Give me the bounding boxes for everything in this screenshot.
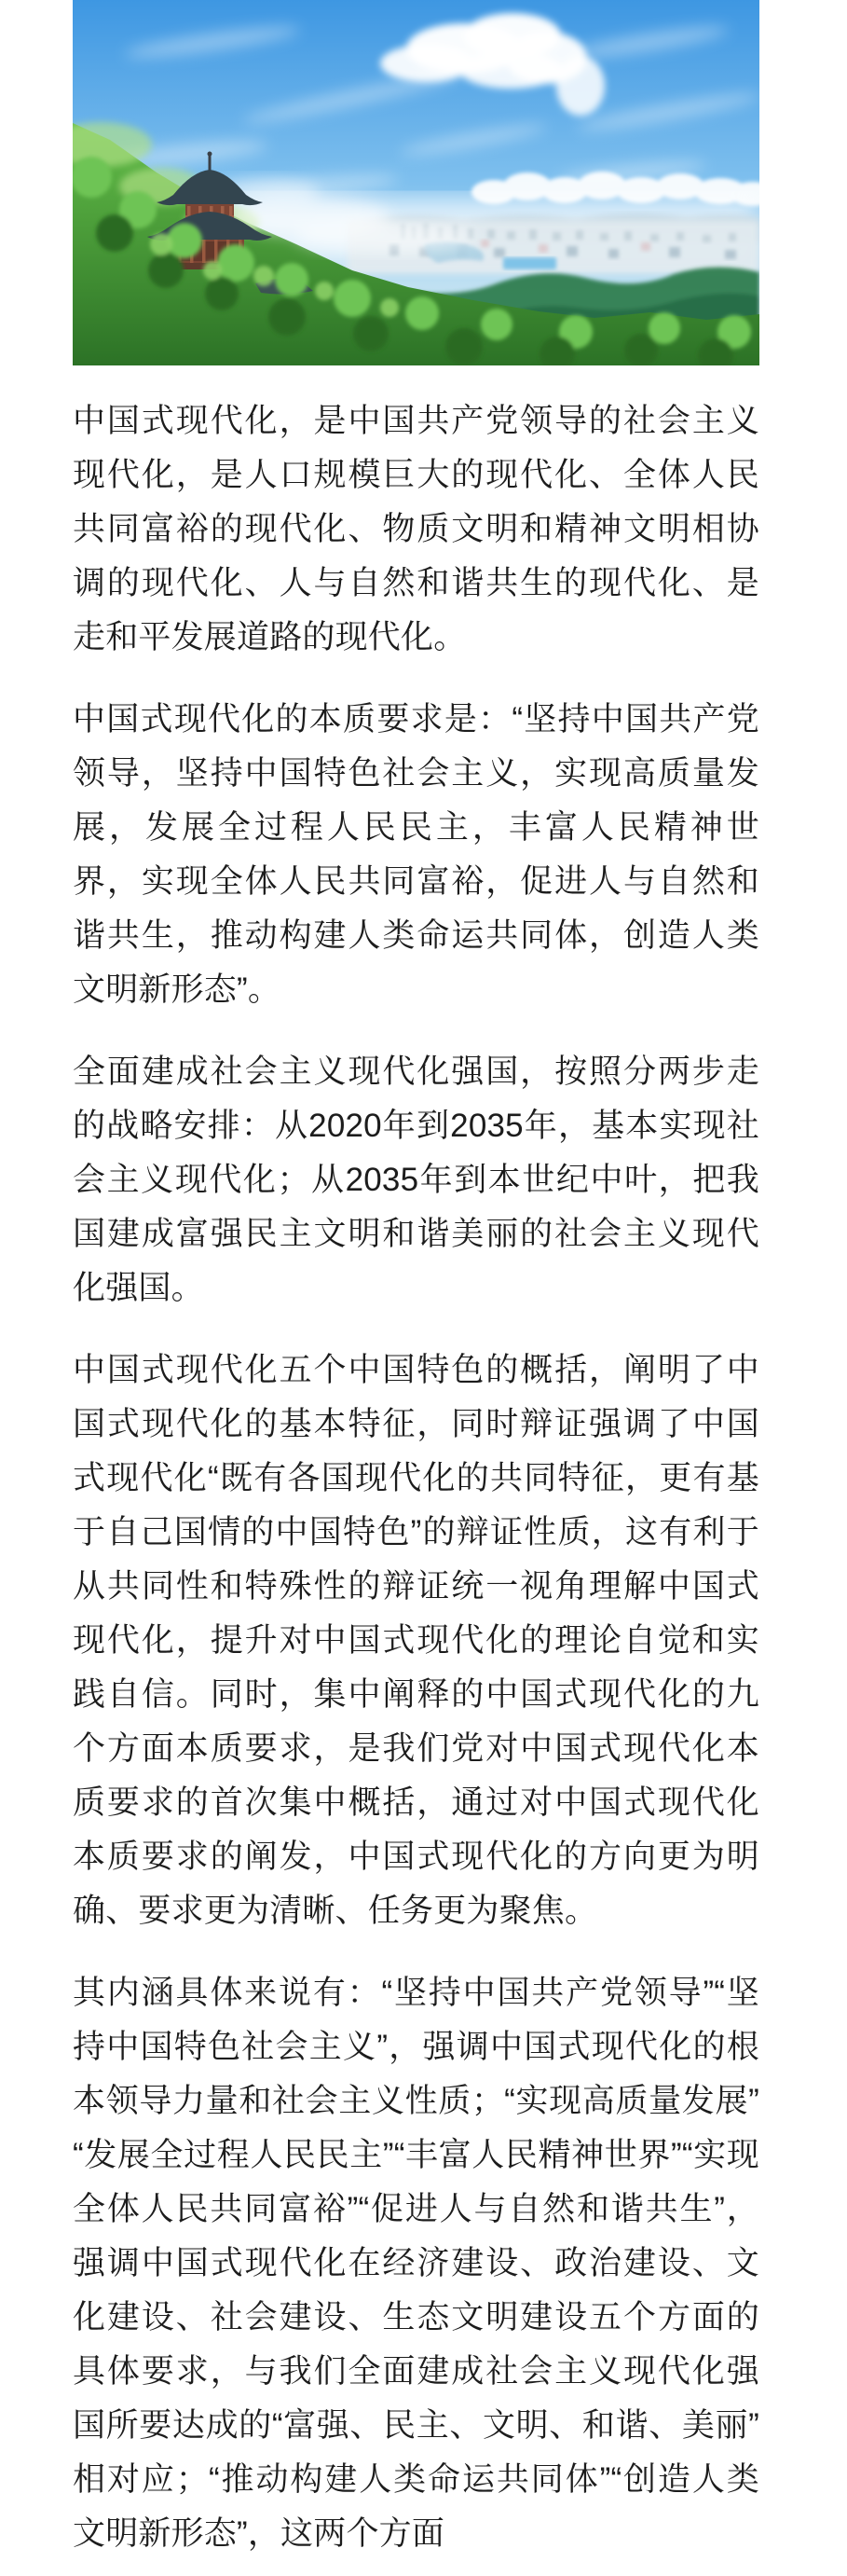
paragraph-3: 全面建成社会主义现代化强国，按照分两步走的战略安排：从2020年到2035年，基本实现社会主义现代化；从2035年到本世纪中叶，把我国建成富强民主文明和谐美丽的社会主义现代化强国。	[73, 1054, 759, 1306]
scenic-photo-illustration	[73, 0, 759, 365]
paragraph-1: 中国式现代化，是中国共产党领导的社会主义现代化，是人口规模巨大的现代化、全体人民共同富裕的现代化、物质文明和精神文明相协调的现代化、人与自然和谐共生的现代化、是走和平发展道路的现代化。	[73, 403, 759, 655]
hero-image	[73, 0, 759, 365]
blue-roof-building	[503, 257, 556, 269]
article-body	[73, 394, 759, 2561]
paragraph-5: 其内涵具体来说有：“坚持中国共产党领导”“坚持中国特色社会主义”，强调中国式现代化的根本领导力量和社会主义性质；“实现高质量发展”“发展全过程人民民主”“丰富人民精神世界”“实现全体人民共同富裕”“促进人与自然和谐共生”，强调中国式现代化在经济建设、政治建设、文化建设、社会建设、生态文明建设五个方面的具体要求，与我们全面建成社会主义现代化强国所要达成的“富强、民主、文明、和谐、美丽”相对应；“推动构建人类命运共同体”“创造人类文明新形态”，这两个方面	[73, 1975, 759, 2552]
paragraph-4: 中国式现代化五个中国特色的概括，阐明了中国式现代化的基本特征，同时辩证强调了中国式现代化“既有各国现代化的共同特征，更有基于自己国情的中国特色”的辩证性质，这有利于从共同性和特殊性的辩证统一视角理解中国式现代化，提升对中国式现代化的理论自觉和实践自信。同时，集中阐释的中国式现代化的九个方面本质要求，是我们党对中国式现代化本质要求的首次集中概括，通过对中国式现代化本质要求的阐发，中国式现代化的方向更为明确、要求更为清晰、任务更为聚焦。	[73, 1352, 759, 1929]
paragraph-2: 中国式现代化的本质要求是：“坚持中国共产党领导，坚持中国特色社会主义，实现高质量发展，发展全过程人民民主，丰富人民精神世界，实现全体人民共同富裕，促进人与自然和谐共生，推动构建人类命运共同体，创造人类文明新形态”。	[73, 701, 759, 1008]
